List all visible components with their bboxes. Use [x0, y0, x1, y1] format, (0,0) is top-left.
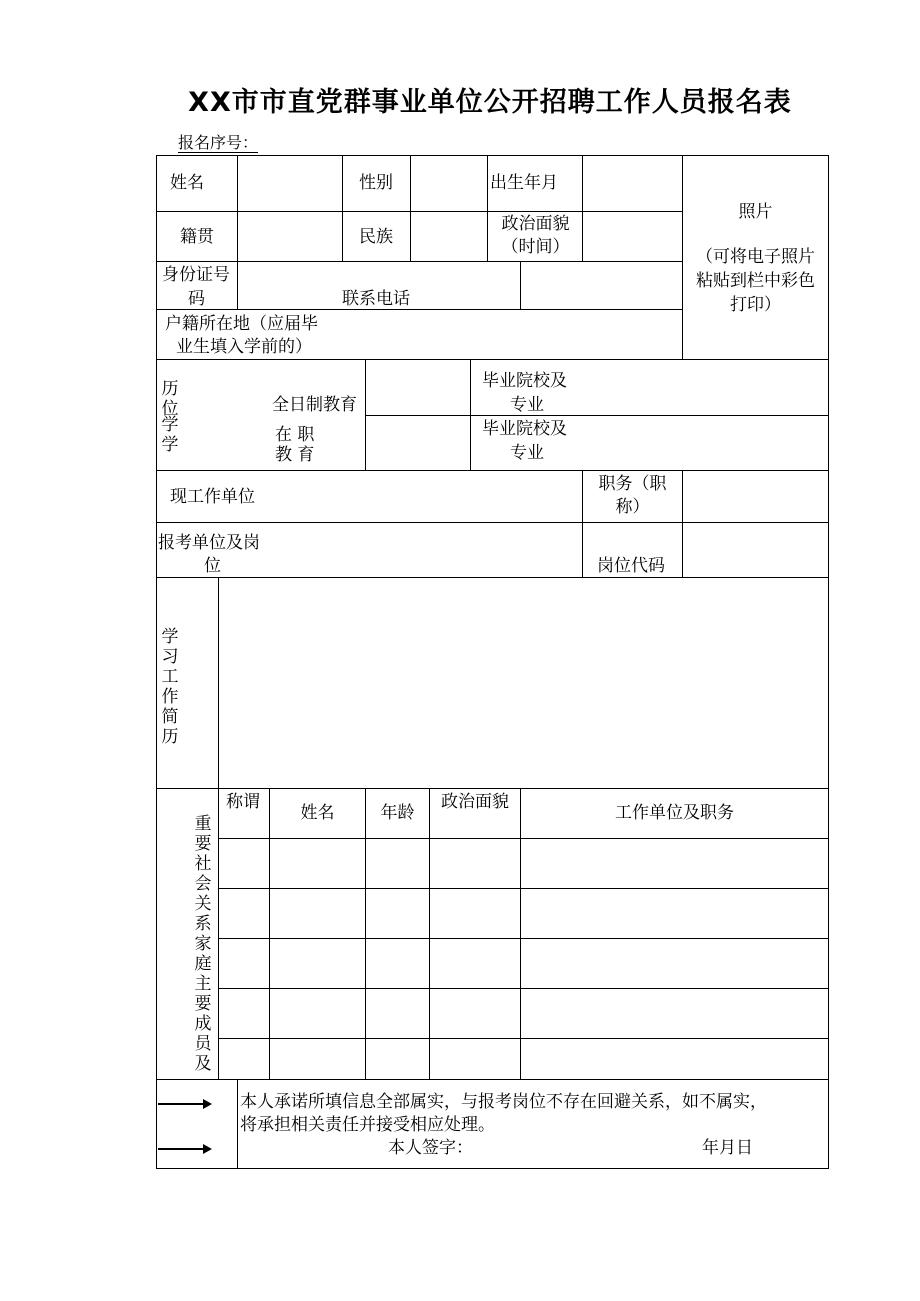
position-label-line1: 职务（职	[598, 474, 667, 494]
id-number-label-line1: 身份证号	[162, 265, 230, 285]
inservice-education-label-line2: 教 育	[275, 445, 315, 465]
inservice-degree-input[interactable]	[366, 416, 470, 470]
resume-input[interactable]	[219, 578, 828, 788]
apply-unit-label-line1: 报考单位及岗	[158, 533, 260, 553]
current-unit-input[interactable]	[270, 471, 582, 522]
fulltime-school-input[interactable]	[580, 360, 828, 415]
signature-input[interactable]	[475, 1137, 655, 1161]
apply-unit-input[interactable]	[270, 523, 582, 577]
household-label-line2: 业生填入学前的）	[176, 337, 312, 357]
family-row[interactable]	[219, 989, 828, 1038]
fulltime-education-label: 全日制教育	[272, 395, 357, 415]
fulltime-degree-input[interactable]	[366, 360, 470, 415]
education-section-label-col2: 学学	[161, 415, 179, 455]
education-section-label-col1: 历位	[161, 379, 179, 419]
post-code-label: 岗位代码	[597, 556, 665, 576]
fulltime-school-label-line2: 专业	[510, 395, 544, 415]
political-status-label-line1: 政治面貌	[501, 214, 570, 234]
gender-input[interactable]	[411, 156, 487, 211]
family-header-age: 年龄	[380, 803, 415, 823]
position-input[interactable]	[683, 471, 828, 522]
birth-input[interactable]	[583, 156, 682, 211]
photo-note-line2: 粘贴到栏中彩色	[696, 271, 815, 291]
inservice-school-label-line2: 专业	[510, 443, 544, 463]
name-label: 姓名	[170, 173, 204, 193]
resume-label: 学习工作简历	[161, 627, 179, 747]
name-input[interactable]	[238, 156, 342, 211]
phone-input[interactable]	[521, 262, 682, 309]
ethnicity-input[interactable]	[411, 212, 487, 261]
photo-area[interactable]	[683, 156, 828, 359]
id-number-label-line2: 码	[188, 289, 205, 309]
family-row[interactable]	[219, 939, 828, 988]
photo-note-line3: 打印）	[730, 295, 781, 315]
fulltime-school-label-line1: 毕业院校及	[482, 371, 567, 391]
native-place-label: 籍贯	[180, 227, 214, 247]
birth-label: 出生年月	[490, 173, 558, 193]
family-header-relation: 称谓	[226, 792, 260, 812]
ethnicity-label: 民族	[359, 227, 393, 247]
family-header-political: 政治面貌	[441, 792, 509, 812]
pledge-text-line2: 将承担相关责任并接受相应处理。	[240, 1115, 495, 1135]
inservice-school-label-line1: 毕业院校及	[482, 419, 567, 439]
post-code-input[interactable]	[683, 523, 828, 577]
phone-label: 联系电话	[342, 289, 410, 309]
family-header-unit: 工作单位及职务	[615, 803, 734, 823]
apply-unit-label-line2: 位	[204, 556, 221, 576]
inservice-education-label-line1: 在 职	[275, 425, 315, 445]
signature-label: 本人签字：	[388, 1138, 473, 1158]
family-header-name: 姓名	[300, 803, 335, 823]
serial-number-label: 报名序号：	[178, 133, 259, 152]
arrow-decoration-icon	[158, 1148, 210, 1150]
date-label: 年月日	[702, 1138, 753, 1158]
form-title: XX市市直党群事业单位公开招聘工作人员报名表	[188, 87, 792, 118]
inservice-school-input[interactable]	[580, 416, 828, 470]
native-place-input[interactable]	[238, 212, 342, 261]
pledge-text-line1: 本人承诺所填信息全部属实，与报考岗位不存在回避关系，如不属实，	[240, 1092, 767, 1112]
family-row[interactable]	[219, 889, 828, 938]
gender-label: 性别	[359, 173, 393, 193]
political-status-input[interactable]	[583, 212, 682, 261]
position-label-line2: 称）	[615, 497, 650, 517]
photo-note-line1: （可将电子照片	[696, 247, 815, 267]
arrow-decoration-icon	[158, 1103, 210, 1105]
political-status-label-line2: （时间）	[501, 237, 570, 257]
family-section-label: 重要社会关系家庭主要成员及	[194, 814, 212, 1074]
photo-title: 照片	[738, 202, 773, 222]
household-label-line1: 户籍所在地（应届毕	[165, 314, 318, 334]
current-unit-label: 现工作单位	[170, 487, 255, 507]
family-row[interactable]	[219, 839, 828, 888]
family-row[interactable]	[219, 1039, 828, 1079]
